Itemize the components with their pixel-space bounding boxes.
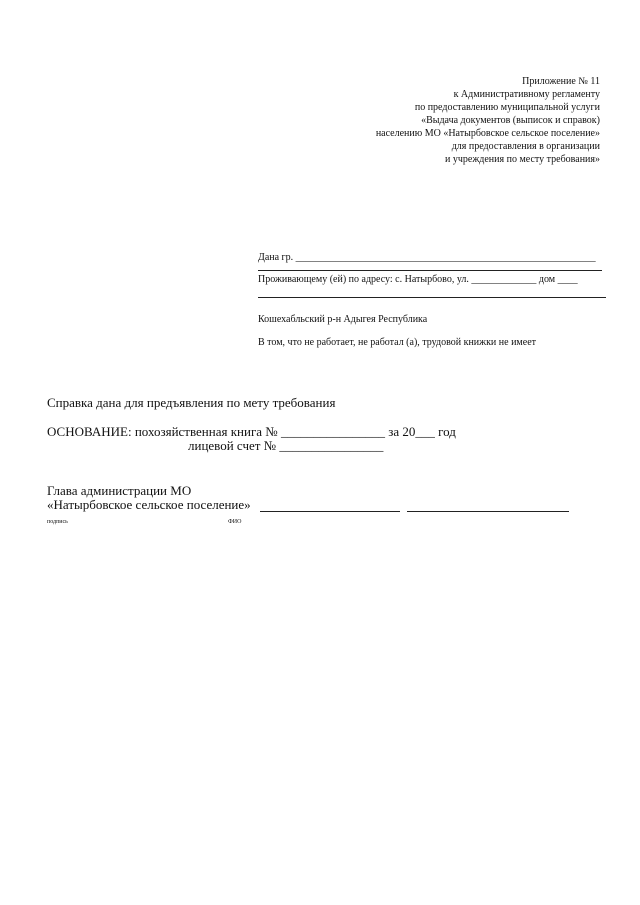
statement-line: В том, что не работает, не работал (а), трудовой книжки не имеет — [258, 337, 536, 348]
header-line-3: по предоставлению муниципальной услуги — [414, 102, 600, 113]
signature-caption: подпись — [47, 519, 68, 525]
given-to-line: Дана гр. ____________________________________________________________ — [258, 252, 596, 263]
header-line-4: «Выдача документов (выписок и справок) — [421, 115, 600, 126]
name-caption: ФИО — [228, 519, 242, 525]
basis-text: ОСНОВАНИЕ: похозяйственная книга № ________________ за 20___ год — [47, 424, 456, 439]
district-line: Кошехабльский р-н Адыгея Республика — [258, 314, 428, 325]
signature-title-1: Глава администрации МО — [47, 483, 192, 498]
name-line — [407, 511, 569, 512]
header-line-5: населению МО «Натырбовское сельское поселение» — [375, 128, 600, 139]
signature-title-2: «Натырбовское сельское поселение» — [47, 497, 251, 512]
signature-line — [260, 511, 400, 512]
blank-line-2 — [258, 297, 606, 298]
header-line-1: Приложение № 11 — [522, 76, 600, 87]
header-line-6: для предоставления в организации — [451, 141, 600, 152]
purpose-text: Справка дана для предъявления по мету требования — [47, 395, 336, 410]
blank-line-1 — [258, 270, 602, 271]
header-line-2: к Административному регламенту — [453, 89, 600, 100]
address-line: Проживающему (ей) по адресу: с. Натырбово, ул. _____________ дом ____ — [258, 274, 578, 285]
account-text: лицевой счет № ________________ — [188, 438, 384, 453]
header-line-7: и учреждения по месту требования» — [445, 154, 600, 165]
